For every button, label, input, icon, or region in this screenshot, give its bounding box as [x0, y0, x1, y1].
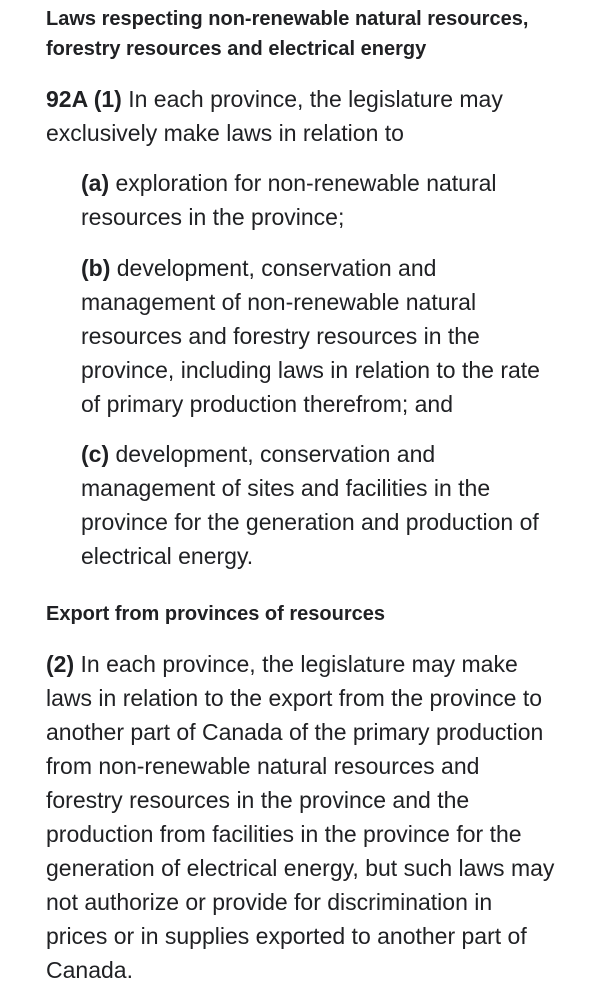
- clause-label: (a): [81, 170, 110, 196]
- section-number: (2): [46, 651, 75, 677]
- clause-a: [81, 166, 551, 234]
- section-text: In each province, the legislature may exclusively make laws in relation to: [46, 86, 503, 146]
- clause-label: (c): [81, 441, 110, 467]
- section-number: 92A (1): [46, 86, 122, 112]
- clause-label: (b): [81, 255, 111, 281]
- clause-text: exploration for non-renewable natural resources in the province;: [81, 170, 497, 230]
- clause-text: development, conservation and management of sites and facilities in the province for the generation and production of electrical energy.: [81, 441, 539, 569]
- clause-c: [81, 437, 551, 573]
- section-heading-export: Export from provinces of resources: [46, 603, 385, 625]
- clause-b: [81, 251, 551, 421]
- section-92a-2: [46, 647, 556, 987]
- section-92a-1: [46, 82, 556, 150]
- section-text: In each province, the legislature may make laws in relation to the export from the province to another part of Canada of the primary production from non-renewable natural resources and forestry resources in the province and the production from facilities in the province for the generation of electrical energy, but such laws may not authorize or provide for discrimination in prices or in supplies exported to another part of Canada.: [46, 651, 555, 983]
- section-heading-natural-resources: Laws respecting non-renewable natural resources, forestry resources and electrical energy: [46, 8, 529, 60]
- clause-text: development, conservation and management of non-renewable natural resources and forestry resources in the province, including laws in relation to the rate of primary production therefrom; and: [81, 255, 540, 417]
